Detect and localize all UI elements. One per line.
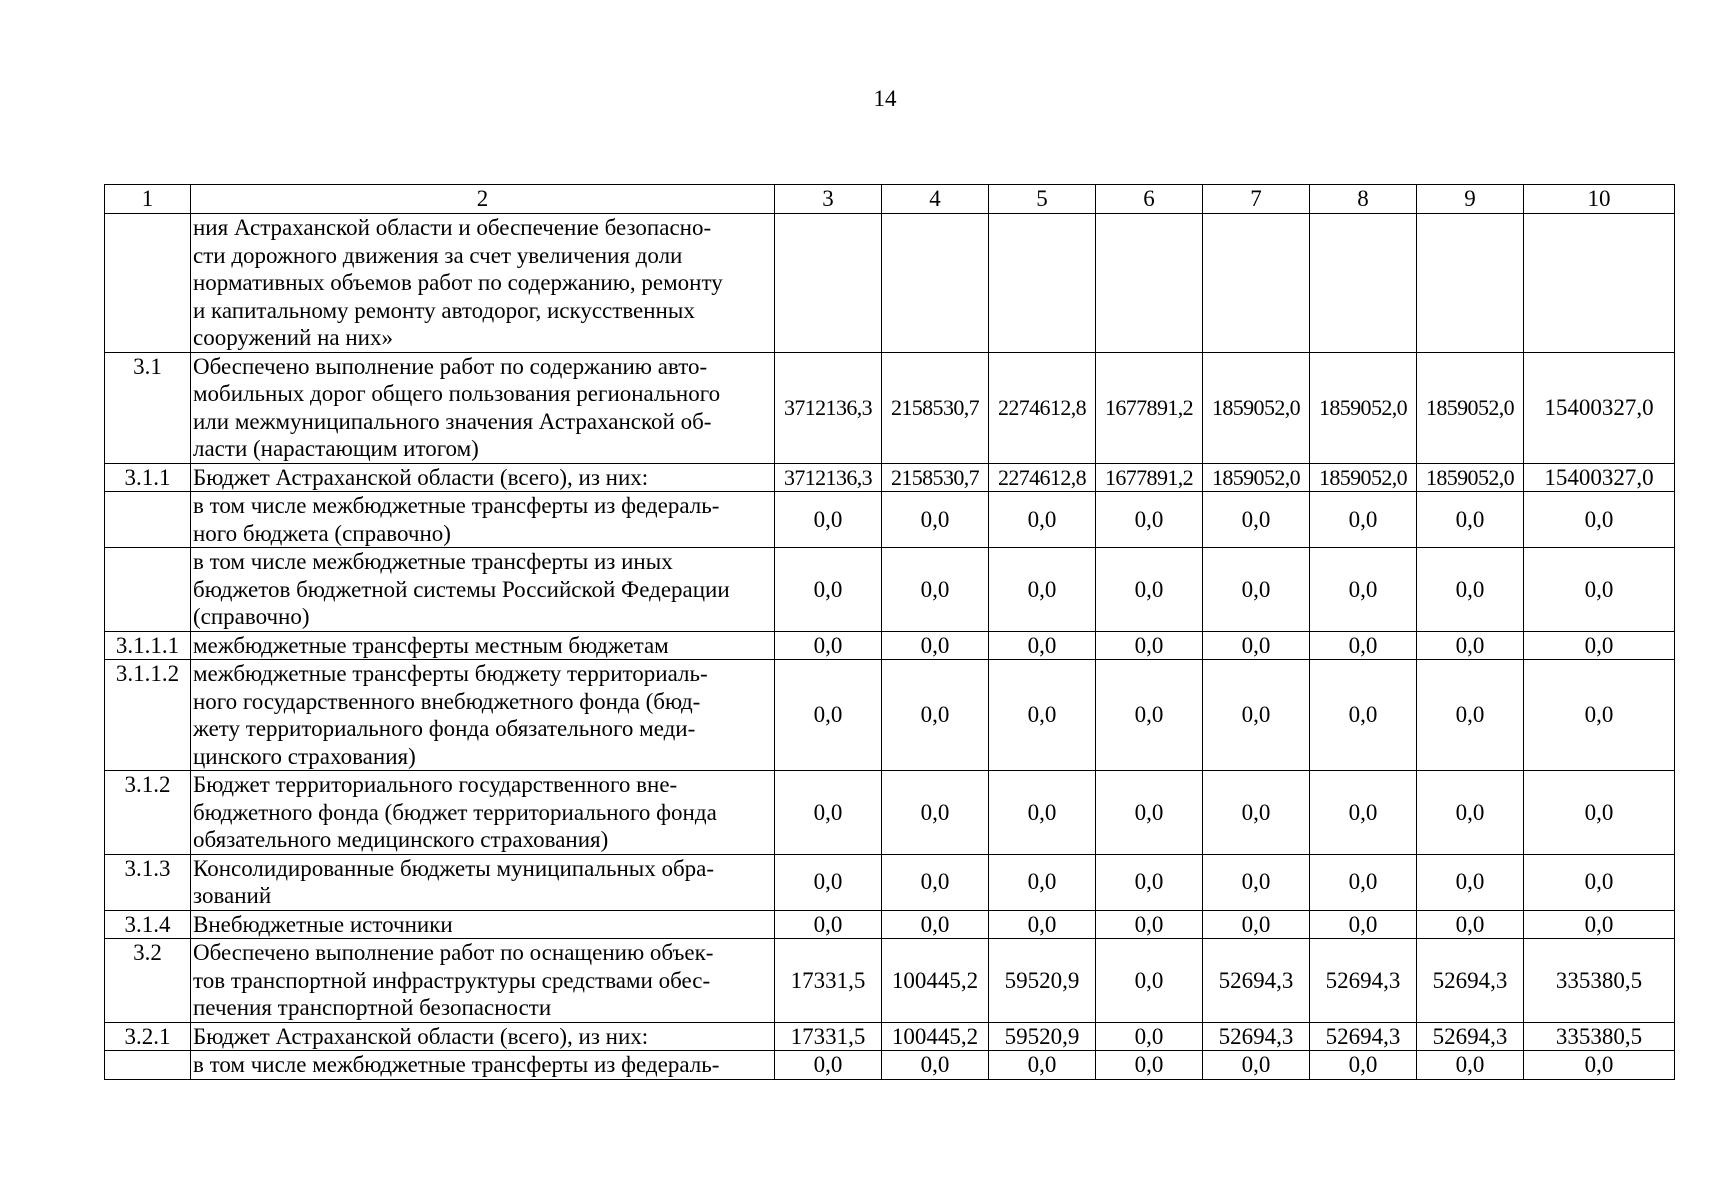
value-cell bbox=[775, 214, 882, 353]
value-cell: 0,0 bbox=[882, 548, 989, 632]
value-cell: 52694,3 bbox=[1203, 1022, 1310, 1051]
value-cell: 1859052,0 bbox=[1310, 463, 1417, 492]
row-description bbox=[191, 352, 775, 463]
value-cell: 0,0 bbox=[1417, 854, 1524, 910]
row-number: 3.1.2 bbox=[105, 771, 191, 855]
description-line: в том числе межбюджетные трансферты из федераль- bbox=[193, 493, 720, 518]
value-cell bbox=[1310, 214, 1417, 353]
value-cell: 0,0 bbox=[775, 771, 882, 855]
description-line: межбюджетные трансферты бюджету территориаль- bbox=[193, 661, 708, 686]
page-number: 14 bbox=[873, 86, 897, 111]
value-cell: 0,0 bbox=[989, 910, 1096, 939]
value-cell: 0,0 bbox=[1417, 660, 1524, 771]
description-line: цинского страхования) bbox=[193, 743, 416, 769]
value-cell: 0,0 bbox=[1096, 492, 1203, 548]
value-cell: 0,0 bbox=[989, 1051, 1096, 1080]
row-number bbox=[105, 1051, 191, 1080]
value-cell: 0,0 bbox=[989, 771, 1096, 855]
value-cell: 1859052,0 bbox=[1310, 352, 1417, 463]
value-cell: 52694,3 bbox=[1417, 939, 1524, 1023]
value-cell: 0,0 bbox=[1203, 1051, 1310, 1080]
table-row bbox=[105, 1051, 1675, 1080]
value-cell: 0,0 bbox=[775, 492, 882, 548]
row-description bbox=[191, 939, 775, 1023]
row-description bbox=[191, 1051, 775, 1080]
value-cell: 0,0 bbox=[1203, 771, 1310, 855]
value-cell: 0,0 bbox=[1310, 771, 1417, 855]
row-description bbox=[191, 660, 775, 771]
value-cell: 1677891,2 bbox=[1096, 352, 1203, 463]
value-cell: 0,0 bbox=[1310, 910, 1417, 939]
table-row bbox=[105, 910, 1675, 939]
table-row bbox=[105, 771, 1675, 855]
table-row bbox=[105, 352, 1675, 463]
value-cell: 335380,5 bbox=[1524, 1022, 1675, 1051]
value-cell: 0,0 bbox=[1310, 660, 1417, 771]
description-line: бюджетов бюджетной системы Российской Федерации bbox=[193, 576, 730, 602]
value-cell: 335380,5 bbox=[1524, 939, 1675, 1023]
description-line: сооружений на них» bbox=[193, 325, 393, 350]
value-cell: 0,0 bbox=[1096, 660, 1203, 771]
table-row bbox=[105, 939, 1675, 1023]
value-cell: 17331,5 bbox=[775, 939, 882, 1023]
row-number bbox=[105, 548, 191, 632]
value-cell: 0,0 bbox=[775, 910, 882, 939]
row-number: 3.1.1 bbox=[105, 463, 191, 492]
value-cell: 0,0 bbox=[1417, 1051, 1524, 1080]
column-header: 1 bbox=[105, 185, 191, 214]
description-line: Бюджет Астраханской области (всего), из них: bbox=[193, 1023, 649, 1049]
value-cell: 0,0 bbox=[989, 631, 1096, 660]
table-row bbox=[105, 1022, 1675, 1051]
value-cell: 0,0 bbox=[1524, 660, 1675, 771]
table-row bbox=[105, 214, 1675, 353]
description-line: Обеспечено выполнение работ по оснащению объек- bbox=[193, 940, 714, 965]
value-cell: 0,0 bbox=[1524, 1051, 1675, 1080]
budget-table bbox=[104, 184, 1675, 1080]
value-cell: 0,0 bbox=[1096, 939, 1203, 1023]
description-line: сти дорожного движения за счет увеличения доли bbox=[193, 242, 683, 268]
value-cell bbox=[1096, 214, 1203, 353]
row-description bbox=[191, 631, 775, 660]
description-line: нормативных объемов работ по содержанию, ремонту bbox=[193, 270, 723, 295]
value-cell: 2158530,7 bbox=[882, 352, 989, 463]
value-cell: 0,0 bbox=[989, 548, 1096, 632]
value-cell: 2274612,8 bbox=[989, 352, 1096, 463]
row-number: 3.2.1 bbox=[105, 1022, 191, 1051]
value-cell: 0,0 bbox=[882, 492, 989, 548]
value-cell: 0,0 bbox=[1096, 854, 1203, 910]
value-cell: 3712136,3 bbox=[775, 463, 882, 492]
value-cell: 0,0 bbox=[882, 631, 989, 660]
description-line: ного государственного внебюджетного фонда (бюд- bbox=[193, 688, 701, 714]
value-cell: 0,0 bbox=[989, 660, 1096, 771]
value-cell bbox=[1417, 214, 1524, 353]
row-description bbox=[191, 548, 775, 632]
description-line: жету территориального фонда обязательного меди- bbox=[193, 716, 696, 741]
value-cell: 0,0 bbox=[1417, 631, 1524, 660]
value-cell: 0,0 bbox=[775, 660, 882, 771]
value-cell: 0,0 bbox=[775, 548, 882, 632]
value-cell: 0,0 bbox=[989, 492, 1096, 548]
table-row bbox=[105, 854, 1675, 910]
column-header: 7 bbox=[1203, 185, 1310, 214]
description-line: ласти (нарастающим итогом) bbox=[193, 436, 479, 461]
value-cell: 0,0 bbox=[1096, 910, 1203, 939]
value-cell: 0,0 bbox=[1417, 548, 1524, 632]
value-cell: 0,0 bbox=[775, 854, 882, 910]
value-cell: 0,0 bbox=[1310, 854, 1417, 910]
table-row bbox=[105, 492, 1675, 548]
row-number: 3.1 bbox=[105, 352, 191, 463]
column-header: 4 bbox=[882, 185, 989, 214]
row-number: 3.1.1.1 bbox=[105, 631, 191, 660]
value-cell: 0,0 bbox=[882, 660, 989, 771]
description-line: ния Астраханской области и обеспечение безопасно- bbox=[193, 215, 712, 240]
description-line: зований bbox=[193, 883, 272, 908]
row-number: 3.1.1.2 bbox=[105, 660, 191, 771]
value-cell: 0,0 bbox=[1417, 910, 1524, 939]
table-row bbox=[105, 631, 1675, 660]
description-line: в том числе межбюджетные трансферты из федераль- bbox=[193, 1052, 720, 1077]
row-description bbox=[191, 463, 775, 492]
value-cell: 52694,3 bbox=[1310, 1022, 1417, 1051]
value-cell: 0,0 bbox=[1096, 548, 1203, 632]
value-cell: 15400327,0 bbox=[1524, 463, 1675, 492]
description-line: (справочно) bbox=[193, 604, 310, 629]
row-description bbox=[191, 854, 775, 910]
value-cell: 0,0 bbox=[1524, 771, 1675, 855]
value-cell: 0,0 bbox=[1310, 1051, 1417, 1080]
row-number bbox=[105, 214, 191, 353]
value-cell bbox=[1524, 214, 1675, 353]
description-line: бюджетного фонда (бюджет территориального фонда bbox=[193, 799, 717, 825]
column-header: 10 bbox=[1524, 185, 1675, 214]
column-header: 3 bbox=[775, 185, 882, 214]
value-cell: 0,0 bbox=[1524, 910, 1675, 939]
value-cell bbox=[989, 214, 1096, 353]
value-cell: 0,0 bbox=[1524, 548, 1675, 632]
row-number bbox=[105, 492, 191, 548]
table-row bbox=[105, 548, 1675, 632]
row-description bbox=[191, 771, 775, 855]
value-cell: 0,0 bbox=[882, 910, 989, 939]
description-line: мобильных дорог общего пользования регионального bbox=[193, 381, 721, 406]
value-cell: 0,0 bbox=[1310, 548, 1417, 632]
description-line: печения транспортной безопасности bbox=[193, 995, 552, 1020]
row-description bbox=[191, 492, 775, 548]
value-cell: 0,0 bbox=[989, 854, 1096, 910]
description-line: Бюджет территориального государственного вне- bbox=[193, 772, 678, 797]
row-description bbox=[191, 214, 775, 353]
description-line: ного бюджета (справочно) bbox=[193, 520, 451, 546]
description-line: межбюджетные трансферты местным бюджетам bbox=[193, 632, 669, 658]
value-cell: 1859052,0 bbox=[1417, 463, 1524, 492]
value-cell: 0,0 bbox=[1417, 492, 1524, 548]
value-cell: 52694,3 bbox=[1417, 1022, 1524, 1051]
value-cell: 59520,9 bbox=[989, 939, 1096, 1023]
value-cell: 0,0 bbox=[1310, 492, 1417, 548]
column-header: 8 bbox=[1310, 185, 1417, 214]
value-cell: 0,0 bbox=[1096, 771, 1203, 855]
description-line: Консолидированные бюджеты муниципальных обра- bbox=[193, 855, 715, 881]
column-header: 2 bbox=[191, 185, 775, 214]
value-cell: 0,0 bbox=[775, 631, 882, 660]
table-row bbox=[105, 660, 1675, 771]
row-description bbox=[191, 910, 775, 939]
description-line: Бюджет Астраханской области (всего), из них: bbox=[193, 464, 649, 490]
description-line: тов транспортной инфраструктуры средствами обес- bbox=[193, 967, 711, 993]
value-cell: 0,0 bbox=[1096, 631, 1203, 660]
value-cell: 0,0 bbox=[1524, 631, 1675, 660]
value-cell: 0,0 bbox=[1203, 660, 1310, 771]
table-body bbox=[105, 185, 1675, 1080]
value-cell: 0,0 bbox=[1524, 854, 1675, 910]
value-cell: 0,0 bbox=[882, 854, 989, 910]
value-cell: 1859052,0 bbox=[1417, 352, 1524, 463]
value-cell: 52694,3 bbox=[1310, 939, 1417, 1023]
description-line: или межмуниципального значения Астраханской об- bbox=[193, 408, 712, 434]
value-cell: 100445,2 bbox=[882, 939, 989, 1023]
column-header: 5 bbox=[989, 185, 1096, 214]
value-cell: 2274612,8 bbox=[989, 463, 1096, 492]
value-cell bbox=[882, 214, 989, 353]
value-cell: 1677891,2 bbox=[1096, 463, 1203, 492]
value-cell: 0,0 bbox=[1203, 631, 1310, 660]
description-line: Обеспечено выполнение работ по содержанию авто- bbox=[193, 353, 708, 379]
value-cell: 52694,3 bbox=[1203, 939, 1310, 1023]
value-cell: 0,0 bbox=[1203, 854, 1310, 910]
value-cell bbox=[1203, 214, 1310, 353]
value-cell: 0,0 bbox=[1417, 771, 1524, 855]
value-cell: 17331,5 bbox=[775, 1022, 882, 1051]
value-cell: 0,0 bbox=[882, 1051, 989, 1080]
row-description bbox=[191, 1022, 775, 1051]
row-number: 3.1.4 bbox=[105, 910, 191, 939]
column-header: 9 bbox=[1417, 185, 1524, 214]
value-cell: 0,0 bbox=[882, 771, 989, 855]
row-number: 3.2 bbox=[105, 939, 191, 1023]
value-cell: 0,0 bbox=[1310, 631, 1417, 660]
description-line: обязательного медицинского страхования) bbox=[193, 827, 609, 852]
value-cell: 0,0 bbox=[1096, 1022, 1203, 1051]
row-number: 3.1.3 bbox=[105, 854, 191, 910]
value-cell: 1859052,0 bbox=[1203, 463, 1310, 492]
table-row bbox=[105, 463, 1675, 492]
description-line: и капитальному ремонту автодорог, искусственных bbox=[193, 297, 695, 323]
description-line: в том числе межбюджетные трансферты из иных bbox=[193, 549, 673, 574]
value-cell: 0,0 bbox=[1203, 492, 1310, 548]
description-line: Внебюджетные источники bbox=[193, 911, 453, 937]
header-row bbox=[105, 185, 1675, 214]
value-cell: 0,0 bbox=[1203, 910, 1310, 939]
value-cell: 3712136,3 bbox=[775, 352, 882, 463]
value-cell: 0,0 bbox=[1096, 1051, 1203, 1080]
value-cell: 1859052,0 bbox=[1203, 352, 1310, 463]
value-cell: 59520,9 bbox=[989, 1022, 1096, 1051]
value-cell: 2158530,7 bbox=[882, 463, 989, 492]
value-cell: 0,0 bbox=[1524, 492, 1675, 548]
value-cell: 0,0 bbox=[775, 1051, 882, 1080]
value-cell: 0,0 bbox=[1203, 548, 1310, 632]
value-cell: 100445,2 bbox=[882, 1022, 989, 1051]
value-cell: 15400327,0 bbox=[1524, 352, 1675, 463]
column-header: 6 bbox=[1096, 185, 1203, 214]
